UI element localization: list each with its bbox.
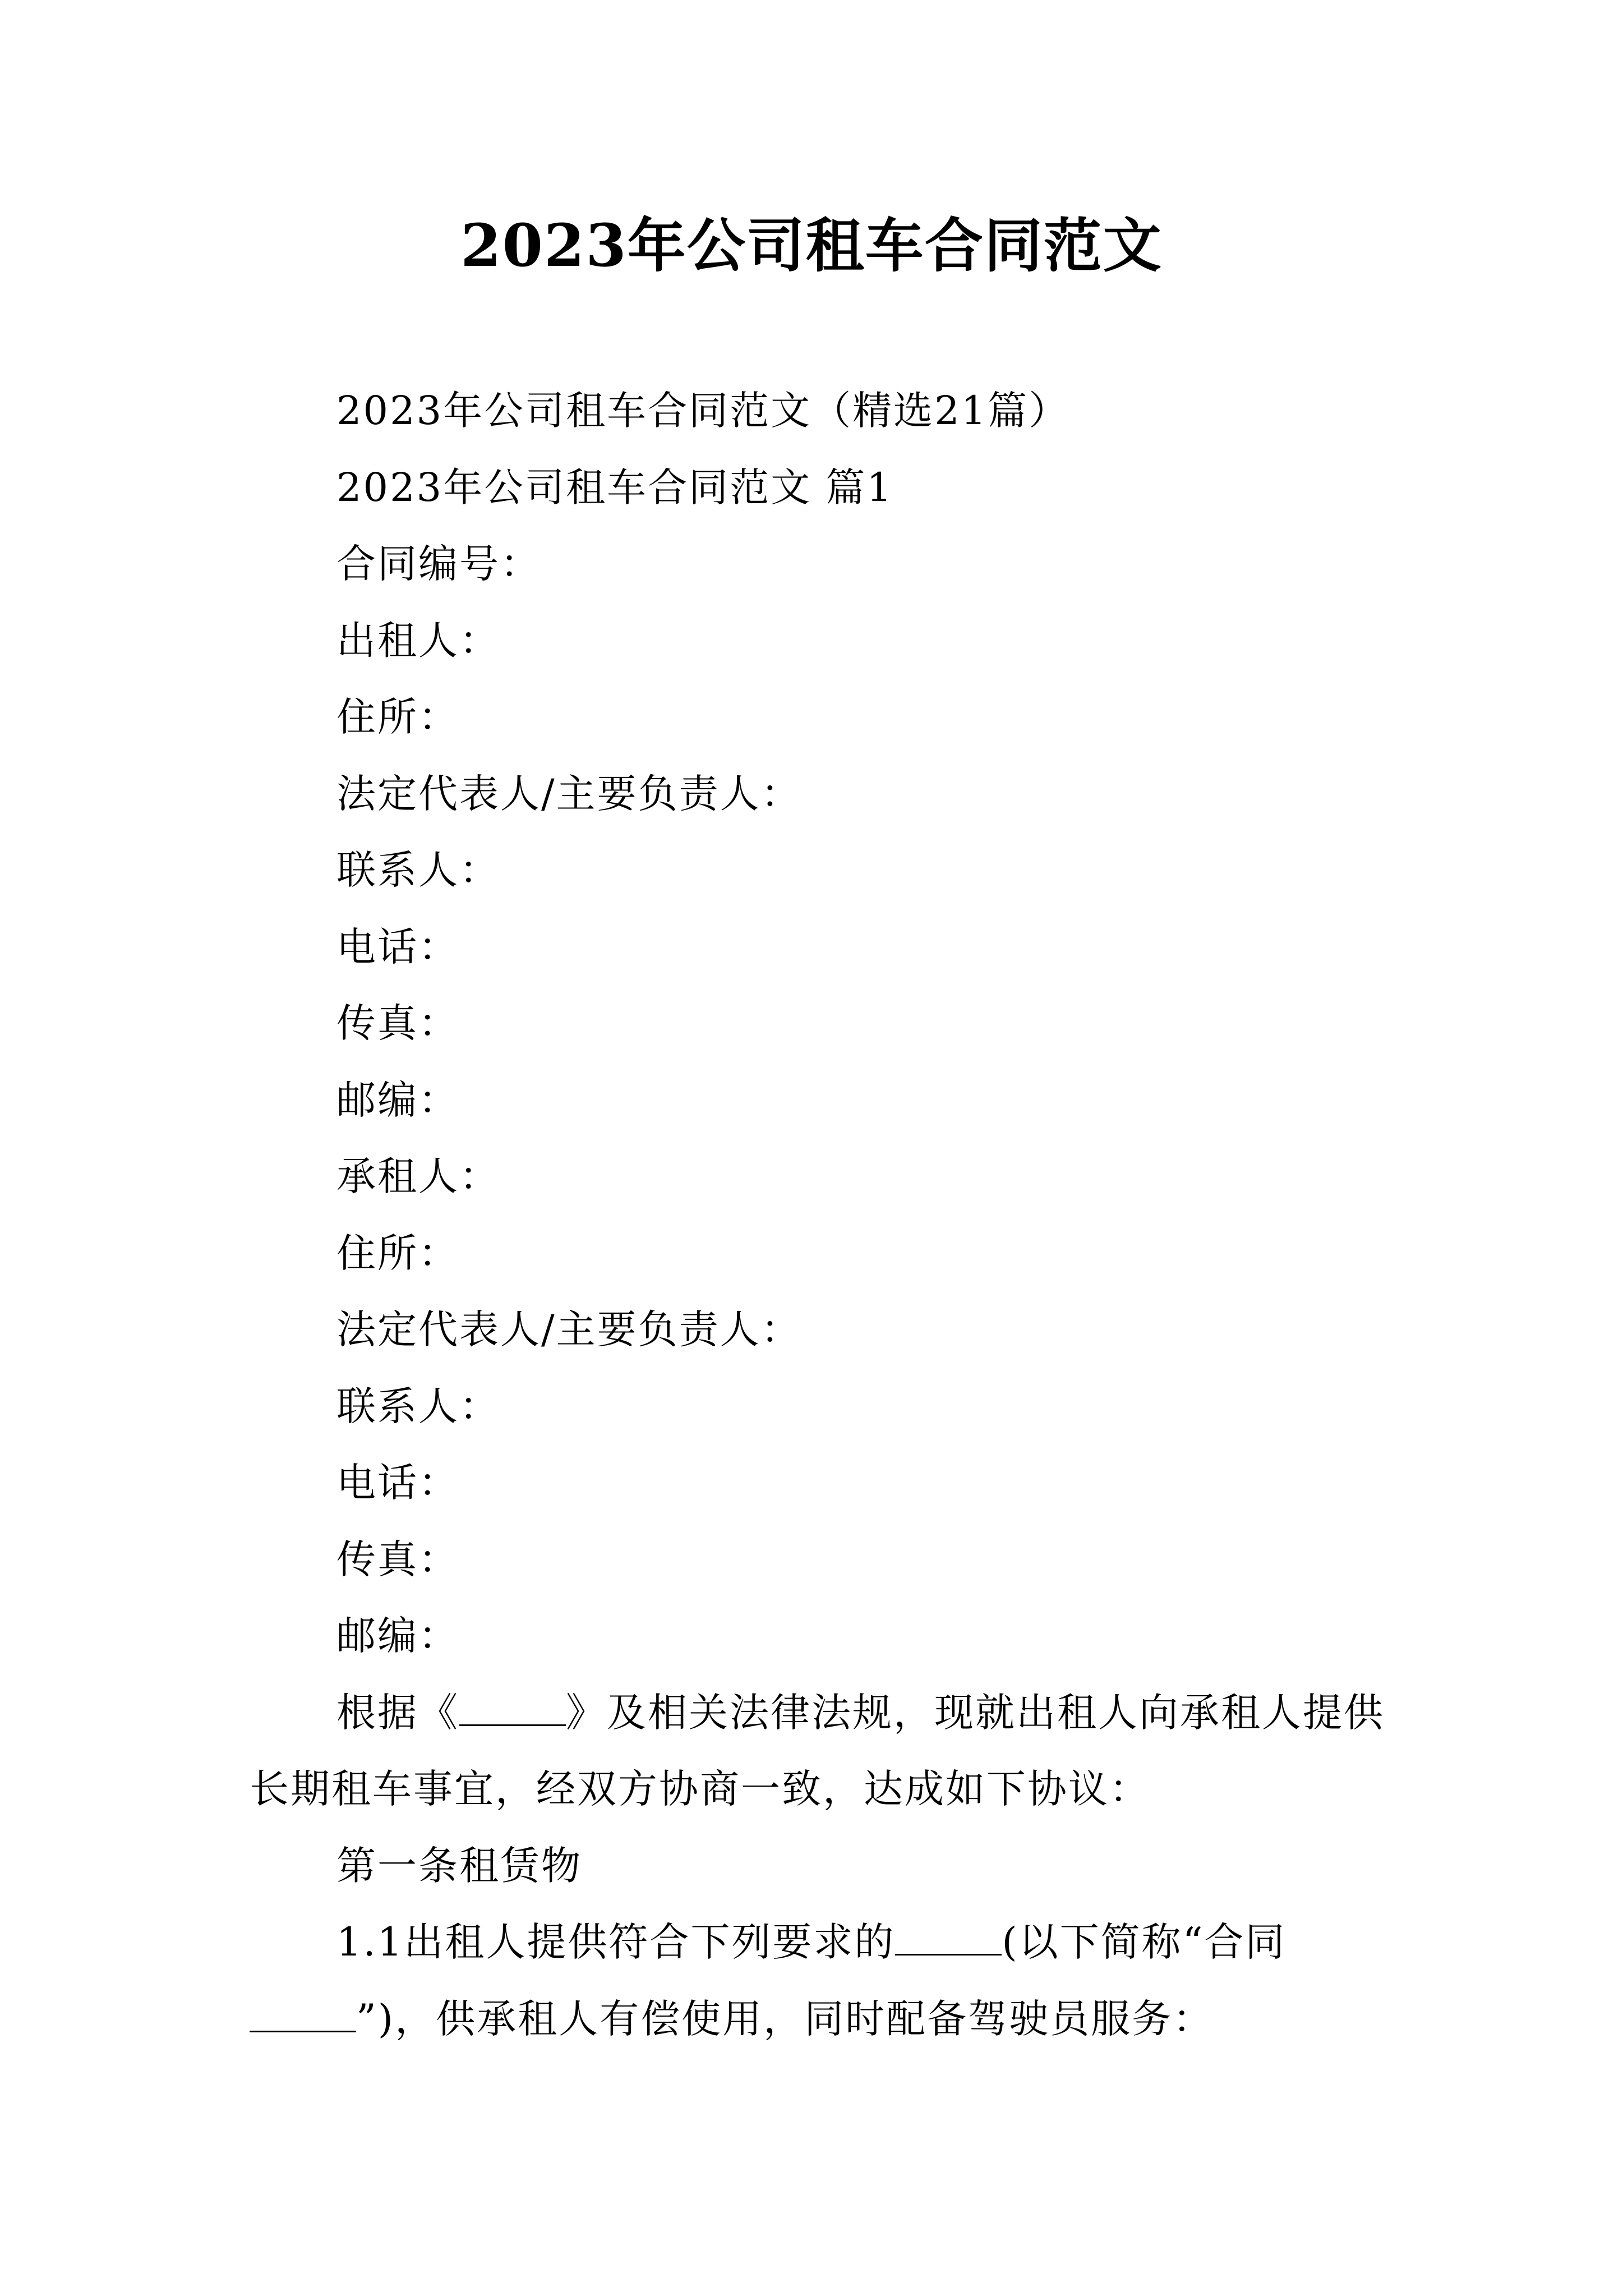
clause-1-1-part3: ”)，供承租人有偿使用，同时配备驾驶员服务：: [356, 1995, 1214, 2042]
field-lessee-representative: 法定代表人/主要负责人：: [336, 1306, 802, 1352]
field-lessee-address: 住所：: [336, 1230, 459, 1276]
clause-1-1: [250, 1904, 1388, 2057]
field-lessor-postcode: 邮编：: [336, 1076, 459, 1123]
clause-1-1-part2: (以下简称“合同: [1002, 1919, 1287, 1965]
fill-in-blank: [250, 1995, 356, 2032]
section-heading: 2023年公司租车合同范文 篇1: [336, 464, 893, 510]
field-contract-number: 合同编号：: [336, 541, 541, 587]
field-lessor-representative: 法定代表人/主要负责人：: [336, 770, 802, 817]
field-lessor-phone: 电话：: [336, 923, 459, 970]
document-body: [250, 372, 1388, 2057]
field-lessee-phone: 电话：: [336, 1460, 459, 1506]
fill-in-blank: [459, 1689, 566, 1726]
field-lessor: 出租人：: [336, 617, 500, 664]
field-lessee-contact: 联系人：: [336, 1383, 500, 1429]
document-subtitle: 2023年公司租车合同范文（精选21篇）: [336, 388, 1070, 434]
field-lessor-fax: 传真：: [336, 1000, 459, 1046]
basis-text-after: 》及相关法律法规，现就出租人向承租人提供长期租车事宜，经双方协商一致，达成如下协议：: [250, 1689, 1385, 1812]
document-title: 2023年公司租车合同范文: [460, 211, 1163, 280]
clause-1-1-part1: 1.1出租人提供符合下列要求的: [336, 1919, 896, 1965]
field-lessee: 承租人：: [336, 1153, 500, 1199]
field-lessee-postcode: 邮编：: [336, 1613, 459, 1659]
fill-in-blank: [895, 1918, 1002, 1955]
basis-text-before: 根据《: [336, 1689, 459, 1736]
article-1-heading: 第一条租赁物: [336, 1842, 582, 1889]
field-lessee-fax: 传真：: [336, 1536, 459, 1582]
field-lessor-contact: 联系人：: [336, 847, 500, 893]
field-lessor-address: 住所：: [336, 694, 459, 740]
basis-paragraph: [250, 1674, 1388, 1828]
